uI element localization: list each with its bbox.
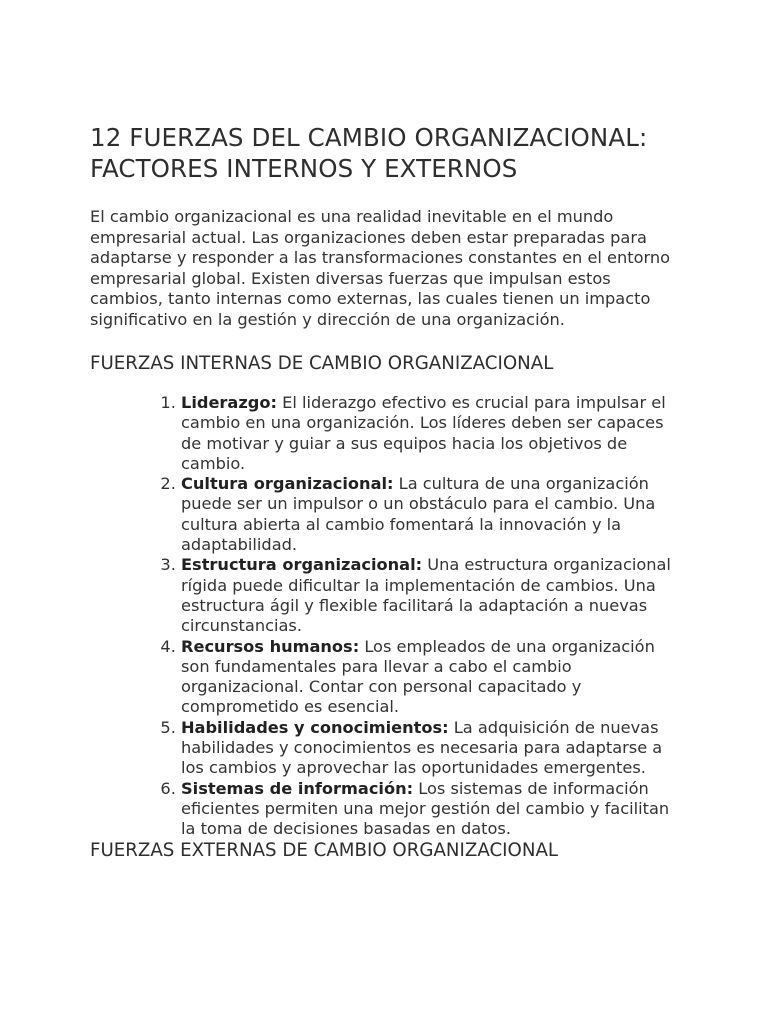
list-item-term: Sistemas de información:	[181, 778, 414, 798]
list-item-text: Los sistemas de información eficientes permiten una mejor gestión del cambio y facilitan la toma de decisiones basadas en datos.	[181, 778, 670, 839]
list-item-term: Cultura organizacional:	[181, 474, 394, 494]
list-item	[181, 637, 678, 718]
list-item-text: La cultura de una organización puede ser un impulsor o un obstáculo para el cambio. Una cultura abierta al cambio fomentará la innovación y la adaptabilidad.	[181, 474, 656, 555]
list-item-term: Habilidades y conocimientos:	[181, 717, 449, 737]
internal-forces-list	[90, 393, 678, 840]
list-item	[181, 718, 678, 779]
list-item-text: La adquisición de nuevas habilidades y conocimientos es necesaria para adaptarse a los cambios y aprovechar las oportunidades emergentes.	[181, 717, 663, 778]
intro-paragraph: El cambio organizacional es una realidad inevitable en el mundo empresarial actual. Las organizaciones deben estar preparadas para adaptarse y responder a las transformaciones constantes en el entorno empresarial global. Existen diversas fuerzas que impulsan estos cambios, tanto internas como externas, las cuales tienen un impacto significativo en la gestión y dirección de una organización.	[90, 207, 671, 329]
list-item	[181, 393, 678, 474]
list-item	[181, 474, 678, 555]
page-title: 12 FUERZAS DEL CAMBIO ORGANIZACIONAL: FACTORES INTERNOS Y EXTERNOS	[90, 123, 648, 183]
list-item-term: Recursos humanos:	[181, 636, 360, 656]
list-item-text: Una estructura organizacional rígida puede dificultar la implementación de cambios. Una estructura ágil y flexible facilitará la adaptación a nuevas circunstancias.	[181, 555, 671, 636]
list-item-text: El liderazgo efectivo es crucial para impulsar el cambio en una organización. Los líderes deben ser capaces de motivar y guiar a sus equipos hacia los objetivos de cambio.	[181, 393, 666, 473]
internal-forces-heading: FUERZAS INTERNAS DE CAMBIO ORGANIZACIONAL	[90, 353, 554, 374]
list-item-text: Los empleados de una organización son fundamentales para llevar a cabo el cambio organizacional. Contar con personal capacitado y comprometido es esencial.	[181, 636, 655, 717]
list-item	[181, 779, 678, 840]
external-forces-heading: FUERZAS EXTERNAS DE CAMBIO ORGANIZACIONAL	[90, 839, 559, 861]
list-item	[181, 555, 678, 636]
list-item-term: Estructura organizacional:	[181, 555, 423, 575]
list-item-term: Liderazgo:	[181, 393, 277, 412]
